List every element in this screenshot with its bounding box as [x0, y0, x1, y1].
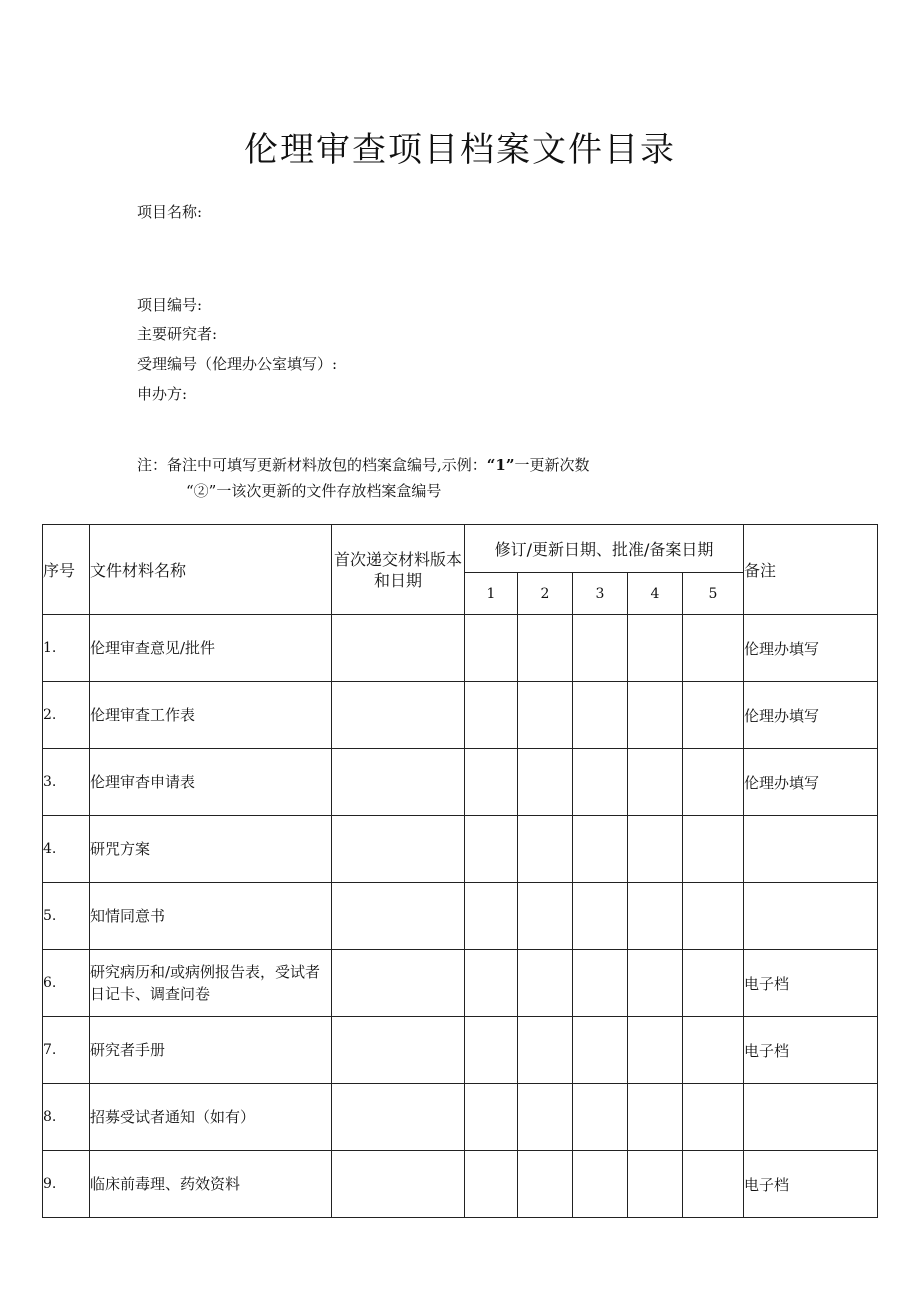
table-row — [43, 1084, 878, 1151]
row-revision-cell — [518, 950, 573, 1017]
note-line-1 — [137, 454, 590, 475]
row-revision-cell — [518, 1151, 573, 1218]
header-name: 文件材料名称 — [90, 525, 332, 615]
row-revision-cell — [573, 1084, 628, 1151]
row-document-name: 知情同意书 — [90, 883, 332, 950]
header-revision-col: 4 — [628, 573, 683, 615]
row-revision-cell — [683, 1084, 744, 1151]
row-revision-cell — [465, 615, 518, 682]
row-document-name: 临床前毒理、药效资料 — [90, 1151, 332, 1218]
table-row — [43, 749, 878, 816]
header-revision-col: 3 — [573, 573, 628, 615]
row-revision-cell — [518, 1017, 573, 1084]
row-revision-cell — [518, 883, 573, 950]
header-revision-col: 2 — [518, 573, 573, 615]
row-seq: 6. — [43, 950, 90, 1017]
page-title: 伦理审查项目档案文件目录 — [244, 130, 676, 170]
table-row — [43, 950, 878, 1017]
row-document-name: 伦理审查意见/批件 — [90, 615, 332, 682]
row-remark: 伦理办填写 — [744, 615, 878, 682]
principal-investigator-field: 主要研究者: — [137, 325, 218, 343]
row-seq: 1. — [43, 615, 90, 682]
row-revision-cell — [465, 1151, 518, 1218]
row-seq: 3. — [43, 749, 90, 816]
header-remarks: 备注 — [744, 525, 878, 615]
header-revision-col: 1 — [465, 573, 518, 615]
header-revision: 修订/更新日期、批准/备案日期 — [465, 525, 744, 573]
row-remark — [744, 883, 878, 950]
row-revision-cell — [518, 749, 573, 816]
header-seq: 序号 — [43, 525, 90, 615]
sponsor-field: 申办方: — [137, 385, 188, 403]
row-revision-cell — [573, 883, 628, 950]
row-revision-cell — [573, 682, 628, 749]
row-revision-cell — [518, 615, 573, 682]
row-revision-cell — [683, 1151, 744, 1218]
acceptance-number-field: 受理编号（伦理办公室填写）: — [137, 355, 338, 373]
row-revision-cell — [628, 883, 683, 950]
table-row — [43, 816, 878, 883]
row-seq: 7. — [43, 1017, 90, 1084]
row-revision-cell — [573, 950, 628, 1017]
row-revision-cell — [465, 816, 518, 883]
row-seq: 4. — [43, 816, 90, 883]
row-revision-cell — [573, 749, 628, 816]
row-seq: 2. — [43, 682, 90, 749]
project-number-field: 项目编号: — [137, 296, 203, 314]
row-first-submission-cell — [332, 682, 465, 749]
row-remark — [744, 1084, 878, 1151]
row-revision-cell — [573, 1151, 628, 1218]
row-seq: 8. — [43, 1084, 90, 1151]
row-revision-cell — [683, 749, 744, 816]
row-revision-cell — [683, 1017, 744, 1084]
row-revision-cell — [628, 1017, 683, 1084]
row-document-name: 研究者手册 — [90, 1017, 332, 1084]
row-revision-cell — [683, 615, 744, 682]
row-revision-cell — [683, 816, 744, 883]
row-revision-cell — [628, 1084, 683, 1151]
row-revision-cell — [683, 950, 744, 1017]
document-catalog-table — [42, 524, 878, 1218]
note-prefix: 注：备注中可填写更新材料放包的档案盒编号,示例： — [137, 456, 487, 474]
row-revision-cell — [518, 1084, 573, 1151]
row-revision-cell — [628, 682, 683, 749]
row-revision-cell — [573, 816, 628, 883]
row-revision-cell — [465, 1084, 518, 1151]
row-revision-cell — [628, 816, 683, 883]
row-first-submission-cell — [332, 749, 465, 816]
row-remark: 电子档 — [744, 950, 878, 1017]
row-first-submission-cell — [332, 816, 465, 883]
row-first-submission-cell — [332, 1084, 465, 1151]
row-first-submission-cell — [332, 1017, 465, 1084]
row-document-name: 伦理审杳申请表 — [90, 749, 332, 816]
row-revision-cell — [628, 1151, 683, 1218]
row-remark — [744, 816, 878, 883]
row-document-name: 招募受试者通知（如有） — [90, 1084, 332, 1151]
row-revision-cell — [573, 615, 628, 682]
table-body — [43, 615, 878, 1218]
row-revision-cell — [465, 1017, 518, 1084]
row-revision-cell — [628, 749, 683, 816]
row-revision-cell — [573, 1017, 628, 1084]
row-revision-cell — [628, 615, 683, 682]
row-revision-cell — [465, 749, 518, 816]
header-revision-col: 5 — [683, 573, 744, 615]
row-remark: 伦理办填写 — [744, 682, 878, 749]
row-document-name: 研究病历和/或病例报告表，受试者日记卡、调查问卷 — [90, 950, 332, 1017]
table-row — [43, 615, 878, 682]
note-line-2: “②”一该次更新的文件存放档案盒编号 — [186, 482, 442, 500]
row-revision-cell — [465, 950, 518, 1017]
table-row — [43, 682, 878, 749]
note-suffix: 一更新次数 — [514, 456, 590, 474]
row-revision-cell — [465, 883, 518, 950]
header-first-submission: 首次递交材料版本和日期 — [332, 525, 465, 615]
table-row — [43, 1151, 878, 1218]
row-first-submission-cell — [332, 615, 465, 682]
row-first-submission-cell — [332, 1151, 465, 1218]
row-revision-cell — [628, 950, 683, 1017]
row-seq: 5. — [43, 883, 90, 950]
row-revision-cell — [518, 816, 573, 883]
row-revision-cell — [518, 682, 573, 749]
row-remark: 电子档 — [744, 1151, 878, 1218]
table-row — [43, 1017, 878, 1084]
row-document-name: 研咒方案 — [90, 816, 332, 883]
row-document-name: 伦理审査工作表 — [90, 682, 332, 749]
note-example: “1” — [486, 456, 515, 474]
row-remark: 伦理办填写 — [744, 749, 878, 816]
project-name-field: 项目名称: — [137, 203, 203, 221]
table-row — [43, 883, 878, 950]
row-first-submission-cell — [332, 883, 465, 950]
row-revision-cell — [683, 682, 744, 749]
row-revision-cell — [465, 682, 518, 749]
row-remark: 电子档 — [744, 1017, 878, 1084]
row-seq: 9. — [43, 1151, 90, 1218]
row-revision-cell — [683, 883, 744, 950]
row-first-submission-cell — [332, 950, 465, 1017]
